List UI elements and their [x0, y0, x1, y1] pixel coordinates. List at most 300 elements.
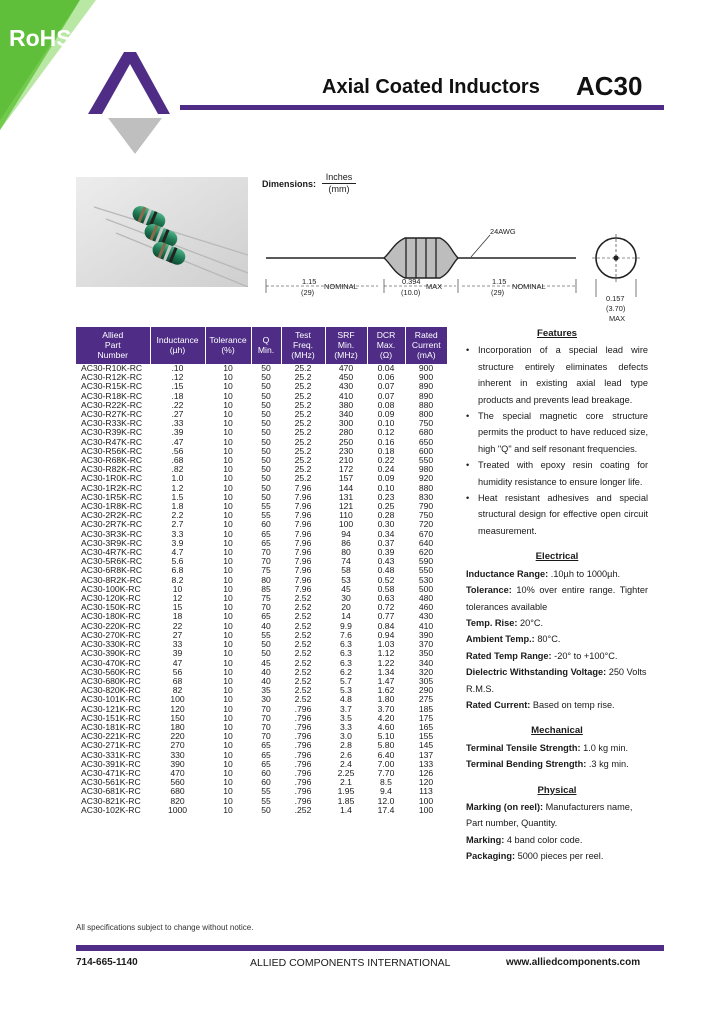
table-cell: 500 [418, 583, 434, 594]
table-cell: 590 [418, 556, 434, 567]
table-cell: 50 [261, 473, 271, 484]
table-cell: 120 [418, 777, 434, 788]
electrical-title: Electrical [535, 551, 579, 563]
table-cell: 70 [261, 602, 271, 613]
table-cell: 10 [223, 786, 233, 797]
table-cell: 2.2 [171, 510, 184, 521]
table-cell: 150 [170, 712, 185, 723]
table-cell: 7.96 [294, 510, 312, 521]
table-cell: 50 [261, 381, 271, 392]
table-cell: 2.8 [340, 740, 352, 751]
table-cell: 0.07 [377, 381, 395, 392]
table-cell: 340 [338, 409, 354, 420]
table-cell: 0.16 [377, 436, 395, 447]
part-number-cell: AC30-R56K-RC [81, 445, 143, 456]
table-cell: 27 [172, 629, 183, 640]
wire-gauge-label: 24AWG [490, 227, 516, 236]
table-cell: 5.3 [340, 685, 352, 696]
table-cell: 50 [261, 464, 271, 475]
table-cell: 10 [223, 703, 233, 714]
feature-text: Treated with epoxy resin coating for humidity resistance to ensure longer life. [478, 460, 648, 487]
table-cell: 2.4 [340, 758, 352, 769]
feature-text: Heat resistant adhesives and special structural design for effective open circuit measurement. [478, 493, 648, 536]
table-cell: 900 [418, 363, 434, 373]
table-cell: 1.8 [171, 501, 184, 512]
table-cell: 4.7 [171, 547, 184, 558]
table-cell: 10 [223, 675, 233, 686]
part-number-cell: AC30-5R6K-RC [81, 556, 143, 567]
table-cell: 70 [261, 731, 271, 742]
dimension-drawing [258, 205, 658, 325]
table-cell: 35 [261, 685, 271, 696]
table-cell: 10 [223, 556, 233, 567]
bending-spec: Terminal Bending Strength: .3 kg min. [466, 759, 629, 770]
table-cell: 220 [170, 731, 185, 742]
table-cell: 0.72 [377, 602, 395, 613]
table-cell: 40 [261, 666, 271, 677]
table-cell: 10 [172, 583, 183, 594]
part-number-cell: AC30-R82K-RC [81, 464, 143, 475]
table-cell: 58 [341, 565, 351, 576]
table-cell: .796 [294, 777, 312, 788]
column-header: Rated Current (mA) [405, 327, 447, 364]
table-cell: 5.80 [377, 740, 395, 751]
table-cell: 10 [223, 749, 233, 760]
table-cell: .82 [171, 464, 184, 475]
part-number-cell: AC30-680K-RC [81, 675, 141, 686]
table-cell: 0.58 [377, 583, 395, 594]
unit-inches: Inches [322, 172, 356, 184]
physical-title: Physical [537, 784, 577, 796]
specifications-column [466, 326, 648, 865]
table-cell: 120 [170, 703, 185, 714]
table-cell: 157 [338, 473, 354, 484]
table-cell: 0.30 [377, 519, 395, 530]
table-cell: 100 [418, 804, 434, 815]
column-header: SRF Min. (MHz) [325, 327, 367, 364]
table-cell: 1.34 [377, 666, 395, 677]
table-cell: 890 [418, 390, 434, 401]
column-header: Test Freq. (MHz) [281, 327, 325, 364]
table-cell: 370 [418, 639, 434, 650]
table-cell: 0.28 [377, 510, 395, 521]
part-number-cell: AC30-3R3K-RC [81, 528, 143, 539]
table-cell: 340 [418, 657, 434, 668]
table-cell: 40 [261, 620, 271, 631]
table-cell: 0.06 [377, 372, 395, 383]
part-number-cell: AC30-1R5K-RC [81, 491, 143, 502]
table-cell: 280 [338, 427, 354, 438]
table-cell: 2.52 [294, 602, 312, 613]
table-cell: 1.5 [171, 491, 184, 502]
table-cell: 165 [418, 721, 434, 732]
part-number-cell: AC30-821K-RC [81, 795, 141, 806]
table-cell: 22 [172, 620, 183, 631]
table-cell: 7.96 [294, 501, 312, 512]
lead-left-note: NOMINAL [324, 282, 358, 291]
footer-website-link[interactable]: www.alliedcomponents.com [506, 957, 641, 968]
table-cell: 3.9 [171, 537, 184, 548]
bullet-icon: • [466, 345, 470, 356]
table-cell: 45 [261, 657, 271, 668]
lead-right-note: NOMINAL [512, 282, 546, 291]
table-cell: 50 [261, 363, 271, 373]
part-number-cell: AC30-390K-RC [81, 648, 141, 659]
table-cell: 0.34 [377, 528, 395, 539]
title-underline [180, 105, 664, 110]
lead-left-mm: (29) [301, 288, 315, 297]
column-header: Allied Part Number [76, 327, 150, 364]
table-cell: 10 [223, 731, 233, 742]
page-title: Axial Coated Inductors [322, 76, 540, 98]
table-cell: 56 [172, 666, 183, 677]
table-cell: 430 [418, 611, 434, 622]
table-cell: 53 [341, 574, 351, 585]
table-cell: 12 [172, 593, 183, 604]
lead-right-value: 1.15 [492, 277, 507, 286]
table-cell: 330 [170, 749, 185, 760]
table-cell: 7.96 [294, 556, 312, 567]
part-number-cell: AC30-4R7K-RC [81, 547, 143, 558]
table-cell: 0.12 [377, 427, 395, 438]
table-cell: .12 [171, 372, 184, 383]
table-cell: 25.2 [294, 381, 312, 392]
table-cell: 550 [418, 455, 434, 466]
table-cell: 2.1 [340, 777, 352, 788]
table-cell: 5.7 [340, 675, 352, 686]
table-cell: .10 [171, 363, 184, 373]
table-cell: 0.09 [377, 473, 395, 484]
bullet-icon: • [466, 493, 470, 504]
table-cell: 50 [261, 804, 271, 815]
table-cell: 133 [418, 758, 434, 769]
footer-phone: 714-665-1140 [76, 957, 138, 968]
table-cell: 5.10 [377, 731, 395, 742]
table-cell: 0.43 [377, 556, 395, 567]
table-cell: 10 [223, 767, 233, 778]
table-cell: 10 [223, 657, 233, 668]
part-number-cell: AC30-150K-RC [81, 602, 141, 613]
table-cell: 0.63 [377, 593, 395, 604]
table-cell: 6.3 [340, 657, 352, 668]
table-cell: 830 [418, 491, 434, 502]
table-cell: 7.96 [294, 528, 312, 539]
table-cell: 680 [170, 786, 185, 797]
table-cell: 25.2 [294, 445, 312, 456]
table-cell: 180 [170, 721, 185, 732]
table-cell: 25.2 [294, 399, 312, 410]
table-cell: 2.52 [294, 675, 312, 686]
table-cell: 720 [418, 519, 434, 530]
table-cell: 55 [261, 786, 271, 797]
footer-company: ALLIED COMPONENTS INTERNATIONAL [250, 957, 451, 969]
part-number-cell: AC30-181K-RC [81, 721, 141, 732]
feature-item [466, 342, 648, 408]
table-cell: 10 [223, 381, 233, 392]
part-number-cell: AC30-221K-RC [81, 731, 141, 742]
tolerance-spec: Tolerance: 10% over entire range. Tighter tolerances available [466, 585, 649, 612]
table-cell: 10 [223, 427, 233, 438]
table-cell: 65 [261, 740, 271, 751]
table-cell: 10 [223, 510, 233, 521]
table-cell: 790 [418, 501, 434, 512]
column-header: Q Min. [251, 327, 281, 364]
table-cell: 210 [338, 455, 354, 466]
table-cell: 10 [223, 390, 233, 401]
table-cell: 17.4 [377, 804, 395, 815]
table-cell: 7.96 [294, 547, 312, 558]
part-number-cell: AC30-2R2K-RC [81, 510, 143, 521]
bullet-icon: • [466, 411, 470, 422]
part-number-cell: AC30-270K-RC [81, 629, 141, 640]
table-cell: 10 [223, 574, 233, 585]
table-cell: .796 [294, 758, 312, 769]
table-cell: 60 [261, 519, 271, 530]
table-cell: 55 [261, 629, 271, 640]
table-cell: 50 [261, 390, 271, 401]
part-number-cell: AC30-180K-RC [81, 611, 141, 622]
table-cell: 75 [261, 565, 271, 576]
part-number-cell: AC30-102K-RC [81, 804, 141, 815]
tensile-spec: Terminal Tensile Strength: 1.0 kg min. [466, 742, 629, 753]
table-cell: 290 [418, 685, 434, 696]
table-cell: 6.8 [171, 565, 184, 576]
diameter-mm: (3.70) [606, 304, 626, 313]
feature-text: Incorporation of a special lead wire structure entirely eliminates defects inherent in existing axial lead type products and prevents lead breakage. [478, 345, 648, 405]
table-cell: 2.52 [294, 666, 312, 677]
feature-item [466, 457, 648, 490]
table-cell: 10 [223, 611, 233, 622]
table-cell: 390 [418, 629, 434, 640]
table-cell: 175 [418, 712, 434, 723]
table-cell: 7.96 [294, 574, 312, 585]
table-cell: 65 [261, 749, 271, 760]
table-cell: 10 [223, 629, 233, 640]
table-cell: 10 [223, 712, 233, 723]
feature-text: The special magnetic core structure permits the product to have reduced size, high "Q" and self resonant frequencies. [478, 411, 648, 454]
table-cell: 82 [172, 685, 183, 696]
table-cell: 50 [261, 409, 271, 420]
table-cell: 126 [418, 767, 434, 778]
table-cell: 2.6 [340, 749, 352, 760]
dimension-units [322, 172, 356, 194]
table-cell: 50 [261, 436, 271, 447]
table-header-row [76, 327, 447, 364]
table-cell: 650 [418, 436, 434, 447]
table-cell: 680 [418, 427, 434, 438]
table-cell: 10 [223, 694, 233, 705]
table-cell: 230 [338, 445, 354, 456]
part-number-cell: AC30-121K-RC [81, 703, 141, 714]
table-cell: 10 [223, 399, 233, 410]
table-cell: 14 [341, 611, 351, 622]
table-cell: 0.94 [377, 629, 395, 640]
table-cell: .22 [171, 399, 184, 410]
table-cell: 25.2 [294, 363, 312, 373]
table-cell: 55 [261, 795, 271, 806]
table-cell: 50 [261, 639, 271, 650]
table-cell: 430 [338, 381, 354, 392]
table-cell: 0.48 [377, 565, 395, 576]
table-cell: 410 [418, 620, 434, 631]
table-cell: 0.84 [377, 620, 395, 631]
table-cell: 1.2 [171, 482, 184, 493]
part-number-cell: AC30-391K-RC [81, 758, 141, 769]
product-photo [76, 177, 248, 287]
table-cell: 10 [223, 537, 233, 548]
table-cell: 85 [261, 583, 271, 594]
diameter-note: MAX [609, 314, 626, 323]
part-number-cell: AC30-R18K-RC [81, 390, 143, 401]
marking-spec: Marking: 4 band color code. [466, 834, 583, 845]
table-cell: 121 [338, 501, 354, 512]
body-length-value: 0.394 [402, 277, 421, 286]
part-number-cell: AC30-330K-RC [81, 639, 141, 650]
feature-item [466, 408, 648, 457]
table-cell: 460 [418, 602, 434, 613]
table-cell: 560 [170, 777, 185, 788]
table-cell: 50 [261, 372, 271, 383]
lead-right-mm: (29) [491, 288, 505, 297]
table-cell: 10 [223, 445, 233, 456]
table-cell: 10 [223, 758, 233, 769]
table-cell: 275 [418, 694, 434, 705]
diameter-value: 0.157 [606, 294, 625, 303]
table-cell: 25.2 [294, 390, 312, 401]
table-cell: 70 [261, 703, 271, 714]
part-number-cell: AC30-1R0K-RC [81, 473, 143, 484]
table-cell: .18 [171, 390, 184, 401]
table-cell: 68 [172, 675, 183, 686]
table-cell: 18 [172, 611, 183, 622]
table-cell: 4.60 [377, 721, 395, 732]
footer-bar [76, 945, 664, 951]
table-cell: 410 [338, 390, 354, 401]
part-number-cell: AC30-100K-RC [81, 583, 141, 594]
table-cell: 10 [223, 528, 233, 539]
table-cell: .796 [294, 703, 312, 714]
table-cell: 10 [223, 491, 233, 502]
table-cell: 10 [223, 620, 233, 631]
part-number-cell: AC30-220K-RC [81, 620, 141, 631]
part-number-cell: AC30-2R7K-RC [81, 519, 143, 530]
part-number-cell: AC30-8R2K-RC [81, 574, 143, 585]
table-cell: 25.2 [294, 409, 312, 420]
table-cell: 10 [223, 455, 233, 466]
table-cell: 100 [338, 519, 354, 530]
part-number-cell: AC30-560K-RC [81, 666, 141, 677]
rohs-label: RoHS [9, 25, 72, 51]
table-cell: 320 [418, 666, 434, 677]
table-cell: 80 [261, 574, 271, 585]
table-cell: 10 [223, 777, 233, 788]
table-cell: 1.95 [337, 786, 355, 797]
table-cell: 0.52 [377, 574, 395, 585]
table-cell: 20 [341, 602, 351, 613]
table-cell: 6.3 [340, 639, 352, 650]
model-number: AC30 [576, 71, 643, 101]
table-cell: 145 [418, 740, 434, 751]
table-cell: 100 [170, 694, 185, 705]
part-number-cell: AC30-271K-RC [81, 740, 141, 751]
bullet-icon: • [466, 460, 470, 471]
table-cell: 185 [418, 703, 434, 714]
table-cell: 10 [223, 565, 233, 576]
table-cell: 470 [338, 363, 354, 373]
table-cell: 890 [418, 381, 434, 392]
table-cell: 2.25 [337, 767, 355, 778]
table-cell: 172 [338, 464, 354, 475]
table-cell: 7.96 [294, 583, 312, 594]
table-cell: 144 [338, 482, 354, 493]
table-cell: 137 [418, 749, 434, 760]
table-cell: 65 [261, 611, 271, 622]
table-cell: 40 [261, 675, 271, 686]
table-cell: 50 [261, 399, 271, 410]
table-cell: 65 [261, 758, 271, 769]
table-cell: 3.70 [377, 703, 395, 714]
table-cell: 10 [223, 519, 233, 530]
table-cell: 12.0 [377, 795, 395, 806]
table-cell: 1.80 [377, 694, 395, 705]
table-cell: 2.52 [294, 593, 312, 604]
table-cell: 2.52 [294, 639, 312, 650]
table-cell: 2.52 [294, 685, 312, 696]
table-cell: 550 [418, 565, 434, 576]
table-cell: 30 [341, 593, 351, 604]
table-cell: 25.2 [294, 464, 312, 475]
table-cell: 10 [223, 501, 233, 512]
allied-logo [78, 50, 178, 160]
table-cell: 2.52 [294, 620, 312, 631]
table-cell: 750 [418, 510, 434, 521]
part-number-cell: AC30-471K-RC [81, 767, 141, 778]
part-number-cell: AC30-R33K-RC [81, 418, 143, 429]
table-cell: 7.96 [294, 519, 312, 530]
table-cell: 1.85 [337, 795, 355, 806]
table-cell: 10 [223, 418, 233, 429]
table-cell: 70 [261, 547, 271, 558]
spec-table [76, 327, 447, 815]
table-cell: 55 [261, 501, 271, 512]
dwv-spec: Dielectric Withstanding Voltage: 250 Volts R.M.S. [466, 667, 647, 694]
table-cell: 10 [223, 473, 233, 484]
table-cell: 3.3 [340, 721, 352, 732]
table-cell: 0.77 [377, 611, 395, 622]
part-number-cell: AC30-681K-RC [81, 786, 141, 797]
part-number-cell: AC30-561K-RC [81, 777, 141, 788]
body-length-note: MAX [426, 282, 443, 291]
column-header: Inductance (µh) [150, 327, 205, 364]
feature-item [466, 490, 648, 539]
table-cell: 30 [261, 694, 271, 705]
table-cell: 0.07 [377, 390, 395, 401]
table-cell: 80 [341, 547, 351, 558]
rated-current-spec: Rated Current: Based on temp rise. [466, 699, 615, 710]
table-cell: 155 [418, 731, 434, 742]
table-cell: 0.18 [377, 445, 395, 456]
table-cell: 1.0 [171, 473, 184, 484]
part-number-cell: AC30-R68K-RC [81, 455, 143, 466]
table-cell: 25.2 [294, 473, 312, 484]
table-cell: 10 [223, 363, 233, 373]
part-number-cell: AC30-R10K-RC [81, 363, 143, 373]
part-number-cell: AC30-101K-RC [81, 694, 141, 705]
body-length-mm: (10.0) [401, 288, 421, 297]
table-cell: 86 [341, 537, 351, 548]
table-cell: .33 [171, 418, 184, 429]
table-cell: 10 [223, 721, 233, 732]
